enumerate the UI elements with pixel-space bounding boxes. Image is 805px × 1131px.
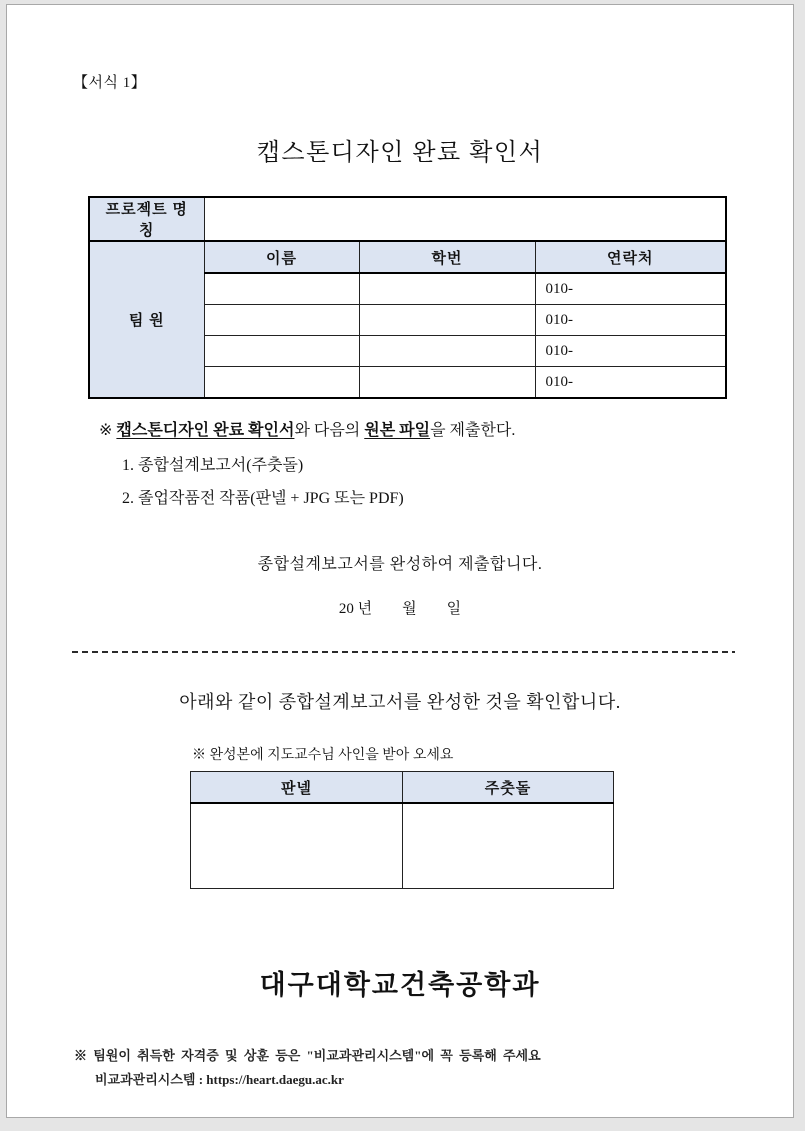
team-label: 팀 원 <box>89 241 204 398</box>
project-name-label: 프로젝트 명칭 <box>89 197 204 241</box>
submission-item-1: 1. 종합설계보고서(주춧돌) <box>122 457 304 474</box>
submission-item-2: 2. 졸업작품전 작품(판넬 + JPG 또는 PDF) <box>122 490 404 507</box>
note-tail-text: 을 제출한다. <box>430 422 516 439</box>
member-student-id-cell <box>359 367 535 399</box>
member-contact-cell: 010- <box>535 336 726 367</box>
sign-table-header-row <box>191 772 614 804</box>
note-marker: ※ <box>99 422 117 439</box>
member-name-cell <box>204 367 359 399</box>
member-student-id-cell <box>359 336 535 367</box>
date-line: 20 년 월 일 <box>338 601 462 617</box>
department-name: 대구대학교건축공학과 <box>259 970 541 1000</box>
column-header-report: 주춧돌 <box>403 772 614 804</box>
member-contact-cell: 010- <box>535 367 726 399</box>
note-mid-text: 와 다음의 <box>294 422 365 439</box>
member-name-cell <box>204 336 359 367</box>
project-name-row <box>89 197 726 241</box>
advisor-sign-note: ※ 완성본에 지도교수님 사인을 받아 오세요 <box>192 748 454 763</box>
footer-register-note: ※ 팀원이 취득한 자격증 및 상훈 등은 "비교과관리시스템"에 꼭 등록해 주세요 <box>74 1048 541 1063</box>
panel-sign-cell <box>191 803 403 889</box>
column-header-name: 이름 <box>204 241 359 273</box>
dashed-divider <box>72 651 735 653</box>
form-number-label: 【서식 1】 <box>73 75 147 91</box>
footer-system-url: 비교과관리시스템 : https://heart.daegu.ac.kr <box>95 1072 344 1087</box>
sign-table-body-row <box>191 803 614 889</box>
column-header-student-id: 학번 <box>359 241 535 273</box>
note-bold-original-file: 원본 파일 <box>364 422 431 439</box>
note-bold-confirmation: 캡스톤디자인 완료 확인서 <box>116 422 295 439</box>
document-title: 캡스톤디자인 완료 확인서 <box>256 140 544 166</box>
project-team-table <box>88 196 727 399</box>
submission-note <box>99 417 515 440</box>
project-name-value-cell <box>204 197 726 241</box>
member-contact-cell: 010- <box>535 305 726 336</box>
member-student-id-cell <box>359 273 535 305</box>
member-contact-cell: 010- <box>535 273 726 305</box>
member-name-cell <box>204 273 359 305</box>
team-header-row <box>89 241 726 273</box>
sign-table <box>190 771 614 889</box>
member-name-cell <box>204 305 359 336</box>
report-sign-cell <box>403 803 614 889</box>
submit-statement: 종합설계보고서를 완성하여 제출합니다. <box>257 556 543 573</box>
document-page <box>6 4 794 1118</box>
member-student-id-cell <box>359 305 535 336</box>
confirmation-statement: 아래와 같이 종합설계보고서를 완성한 것을 확인합니다. <box>179 692 621 712</box>
column-header-contact: 연락처 <box>535 241 726 273</box>
column-header-panel: 판넬 <box>191 772 403 804</box>
